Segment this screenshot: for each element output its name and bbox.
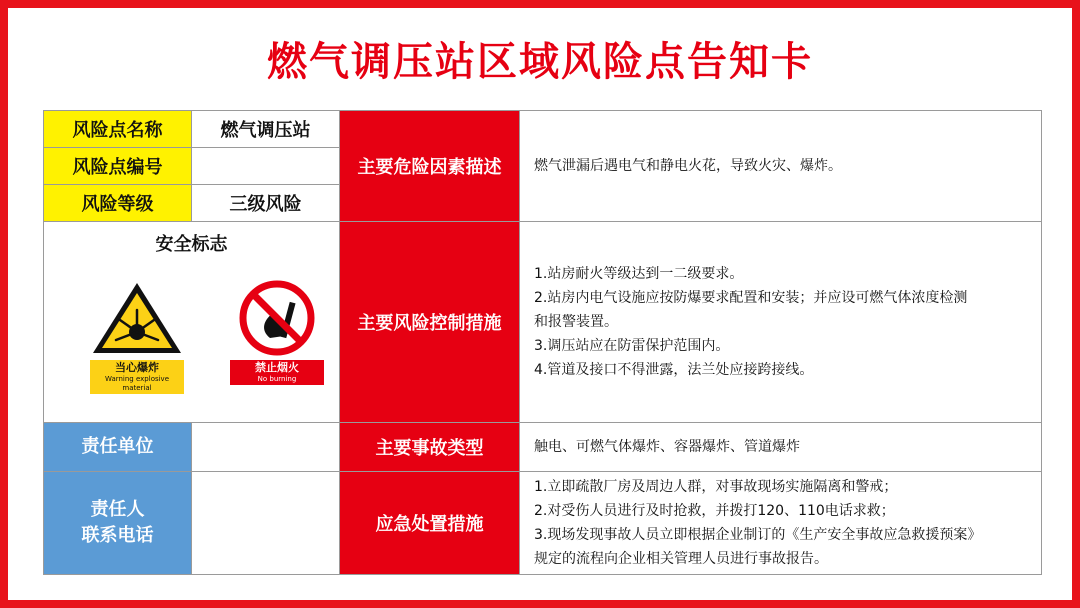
control-item: 1.站房耐火等级达到一二级要求。 xyxy=(534,266,744,282)
control-text xyxy=(520,222,1042,423)
control-item: 和报警装置。 xyxy=(534,314,618,330)
signs-cell xyxy=(44,222,340,423)
signs-label: 安全标志 xyxy=(155,234,228,255)
explosive-warning-icon xyxy=(90,280,184,356)
risk-table xyxy=(43,110,1042,575)
code-value xyxy=(192,148,340,185)
emergency-label: 应急处置措施 xyxy=(340,472,520,575)
emergency-item: 3.现场发现事故人员立即根据企业制订的《生产安全事故应急救援预案》 xyxy=(534,527,982,543)
name-label: 风险点名称 xyxy=(44,111,192,148)
person-label: 责任人 联系电话 xyxy=(44,472,192,575)
hazard-label: 主要危险因素描述 xyxy=(340,111,520,222)
emergency-item: 1.立即疏散厂房及周边人群，对事故现场实施隔离和警戒； xyxy=(534,479,898,495)
control-item: 3.调压站应在防雷保护范围内。 xyxy=(534,338,730,354)
unit-value xyxy=(192,423,340,472)
control-label: 主要风险控制措施 xyxy=(340,222,520,423)
hazard-text: 燃气泄漏后遇电气和静电火花，导致火灾、爆炸。 xyxy=(520,111,1042,222)
explosive-sign xyxy=(90,280,184,394)
control-item: 2.站房内电气设施应按防爆要求配置和安装；并应设可燃气体浓度检测 xyxy=(534,290,968,306)
name-value: 燃气调压站 xyxy=(192,111,340,148)
emergency-text xyxy=(520,472,1042,575)
level-value: 三级风险 xyxy=(192,185,340,222)
code-label: 风险点编号 xyxy=(44,148,192,185)
emergency-item: 2.对受伤人员进行及时抢救，并拨打120、110电话求救； xyxy=(534,503,895,519)
person-value xyxy=(192,472,340,575)
accident-label: 主要事故类型 xyxy=(340,423,520,472)
page-title: 燃气调压站区域风险点告知卡 xyxy=(267,39,813,85)
level-label: 风险等级 xyxy=(44,185,192,222)
no-fire-icon xyxy=(230,280,324,356)
emergency-item: 规定的流程向企业相关管理人员进行事故报告。 xyxy=(534,551,828,567)
no-fire-sign xyxy=(230,280,324,385)
explosive-caption: 当心爆炸 Warning explosive material xyxy=(90,360,184,394)
no-fire-caption: 禁止烟火 No burning xyxy=(230,360,324,385)
unit-label: 责任单位 xyxy=(44,423,192,472)
control-item: 4.管道及接口不得泄露，法兰处应接跨接线。 xyxy=(534,362,814,378)
accident-text: 触电、可燃气体爆炸、容器爆炸、管道爆炸 xyxy=(520,423,1042,472)
